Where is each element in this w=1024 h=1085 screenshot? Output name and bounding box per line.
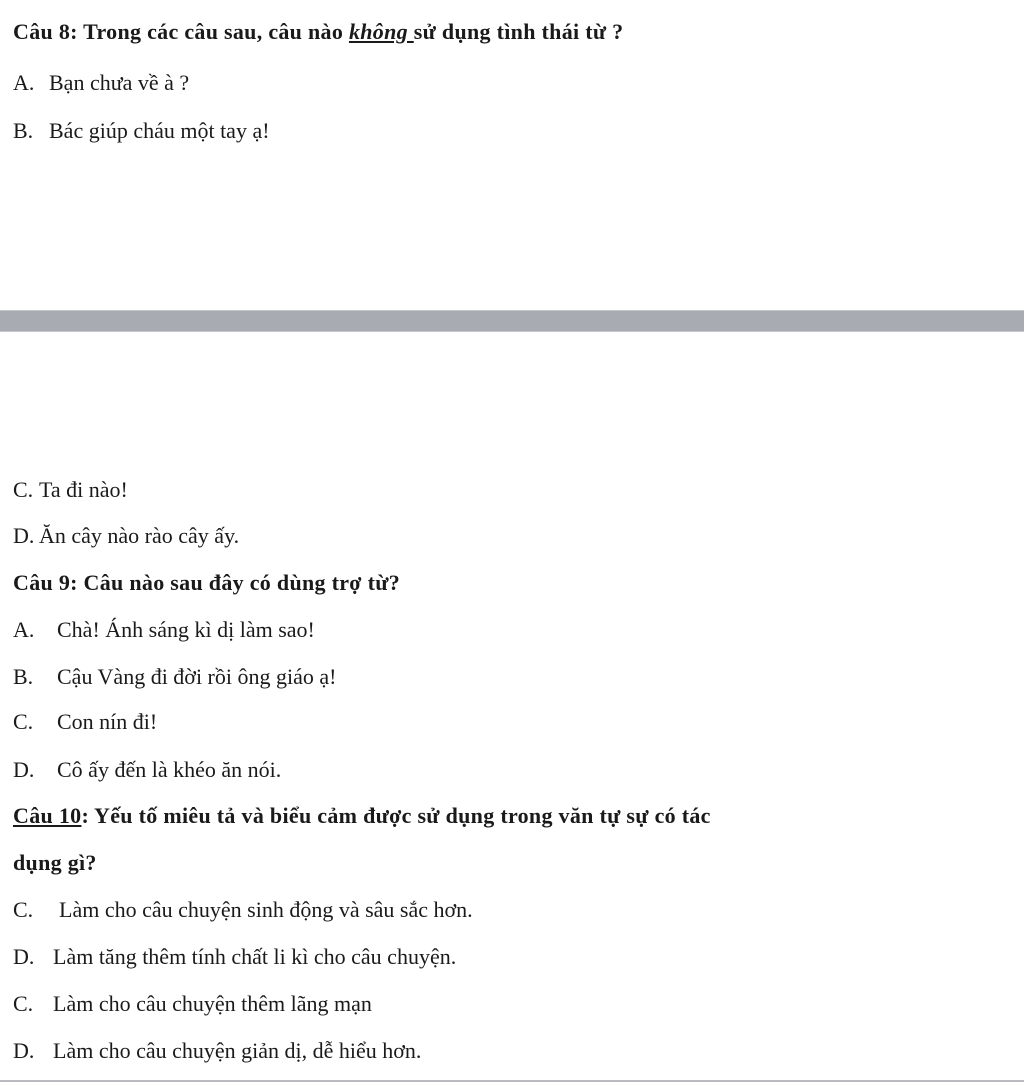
option-key: A.	[13, 617, 35, 642]
question-8-option-c	[13, 477, 128, 503]
question-8-option-d	[13, 523, 239, 549]
question-8-title	[13, 19, 623, 45]
option-text: Ăn cây nào rào cây ấy.	[39, 523, 240, 548]
question-9-option-a	[13, 617, 315, 643]
option-key: B.	[13, 118, 34, 143]
option-text: Bác giúp cháu một tay ạ!	[49, 118, 270, 143]
bottom-rule	[0, 1080, 1024, 1082]
option-key: A.	[13, 70, 35, 95]
question-10-title-line2: dụng gì?	[13, 850, 97, 875]
option-key: D.	[13, 944, 35, 969]
option-text: Bạn chưa về à ?	[49, 70, 190, 95]
option-text: Làm cho câu chuyện sinh động và sâu sắc hơn.	[59, 897, 473, 922]
page-top	[0, 0, 1024, 310]
option-text: Làm cho câu chuyện giản dị, dễ hiểu hơn.	[53, 1038, 422, 1063]
question-10-option-4	[13, 1038, 421, 1064]
option-key: C.	[13, 709, 34, 734]
question-8-option-a	[13, 70, 189, 96]
option-key: C.	[13, 991, 34, 1016]
question-9-option-c	[13, 709, 157, 735]
page-separator	[0, 310, 1024, 332]
question-10-title	[13, 803, 711, 829]
option-key: C.	[13, 897, 34, 922]
option-text: Làm cho câu chuyện thêm lãng mạn	[53, 991, 372, 1016]
option-text: Con nín đi!	[57, 709, 158, 734]
option-key: B.	[13, 664, 34, 689]
question-9-option-d	[13, 757, 281, 783]
question-9-title: Câu 9: Câu nào sau đây có dùng trợ từ?	[13, 570, 401, 595]
question-8-option-b	[13, 118, 270, 144]
question-9-option-b	[13, 664, 336, 690]
question-10-option-1	[13, 897, 473, 923]
option-text: Ta đi nào!	[39, 477, 128, 502]
question-10-option-3	[13, 991, 372, 1017]
option-key: C.	[13, 477, 34, 502]
option-text: Cô ấy đến là khéo ăn nói.	[57, 757, 282, 782]
option-text: Cậu Vàng đi đời rồi ông giáo ạ!	[57, 664, 337, 689]
option-text: Làm tăng thêm tính chất li kì cho câu chuyện.	[53, 944, 457, 969]
question-10-label: Câu 10	[13, 803, 82, 828]
question-10-option-2	[13, 944, 456, 970]
option-key: D.	[13, 1038, 35, 1063]
option-text: Chà! Ánh sáng kì dị làm sao!	[57, 617, 315, 642]
option-key: D.	[13, 757, 35, 782]
question-8-emphasis: không	[348, 19, 414, 44]
question-10-title-text: : Yếu tố miêu tả và biểu cảm được sử dụng trong văn tự sự có tác	[81, 803, 711, 828]
question-8-prefix: Câu 8: Trong các câu sau, câu nào	[13, 19, 349, 44]
option-key: D.	[13, 523, 35, 548]
question-8-suffix: sử dụng tình thái từ ?	[413, 19, 624, 44]
